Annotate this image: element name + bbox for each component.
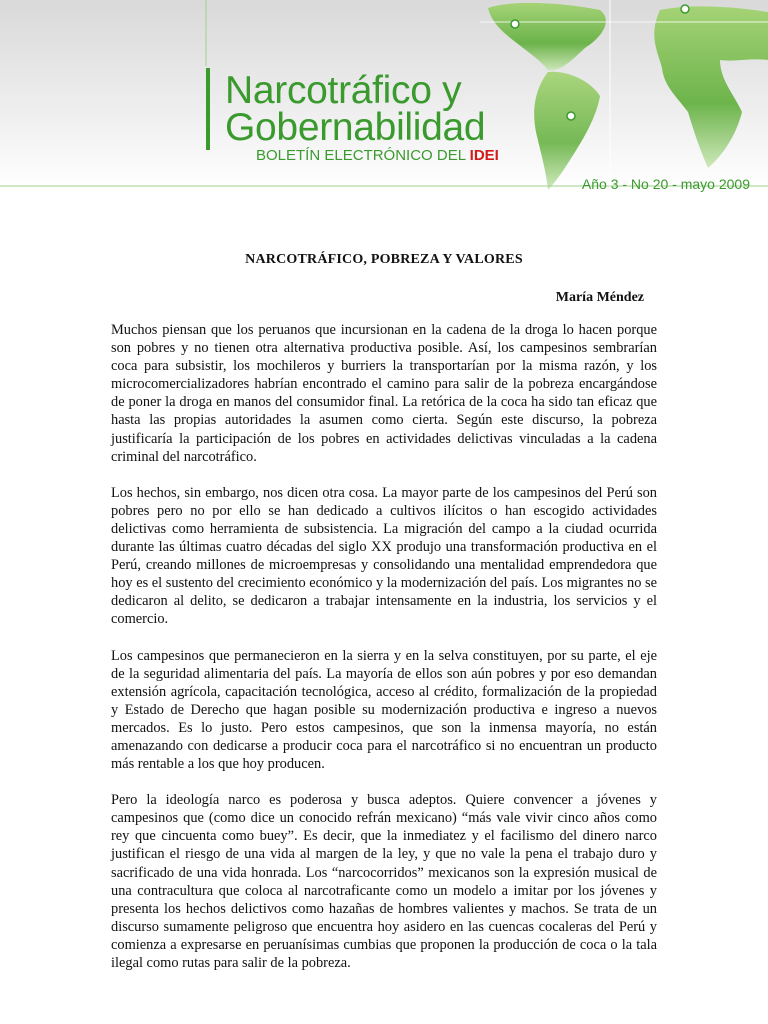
masthead-subtitle: [256, 147, 499, 164]
masthead-title-line-1: Narcotráfico y: [225, 69, 462, 112]
edition-info: Año 3 - No 20 - mayo 2009: [581, 176, 750, 192]
masthead-title-line-2: Gobernabilidad: [225, 106, 486, 149]
subtitle-brand: IDEI: [469, 147, 499, 164]
article-body: [111, 321, 657, 990]
article-author: María Méndez: [555, 290, 644, 305]
paragraph: Los hechos, sin embargo, nos dicen otra cosa. La mayor parte de los campesinos del Perú son pobres pero no por ello se han dedicado a cultivos ilícitos o han escogido actividades delictivas como herramienta de subsistencia. La migración del campo a la ciudad ocurrida durante las últimas cuatro décadas del siglo XX produjo una transformación productiva en el Perú, creando millones de microempresas y consolidando una mentalidad emprendedora que hoy es el sustento del crecimiento económico y la modernización del país. Los migrantes no se dedicaron al delito, se dedicaron a trabajar intensamente en la industria, los servicios y el comercio.: [111, 484, 657, 628]
paragraph: Muchos piensan que los peruanos que incursionan en la cadena de la droga lo hacen porque son pobres y no tienen otra alternativa productiva posible. Así, los campesinos sembrarían coca para subsistir, los mochileros y burriers la transportarían por la misma razón, y los microcomercializadores habrían encontrado el camino para salir de la pobreza encargándose de poner la droga en manos del consumidor final. La retórica de la coca ha sido tan eficaz que hasta las propias autoridades la asumen como cierta. Según este discurso, la pobreza justificaría la participación de los pobres en actividades delictivas vinculadas a la cadena criminal del narcotráfico.: [111, 322, 657, 465]
article-title: NARCOTRÁFICO, POBREZA Y VALORES: [245, 252, 523, 267]
masthead-accent-bar: [206, 68, 210, 150]
paragraph: Pero la ideología narco es poderosa y busca adeptos. Quiere convencer a jóvenes y campesinos que (como dice un conocido refrán mexicano) “más vale vivir cinco años como rey que cincuenta como buey”. Es decir, que la inmediatez y el facilismo del dinero narco justifican el riesgo de una vida al margen de la ley, y que no vale la pena el trabajo duro y sacrificado de una vida honrada. Los “narcocorridos” mexicanos son la expresión musical de una contracultura que coloca al narcotraficante como un modelo a imitar por los jóvenes y presenta los hechos delictivos como hazañas de hombres valientes y machos. Se trata de un discurso sumamente peligroso que encuentra hoy asidero en las cuencas cocaleras del Perú y comienza a expresarse en peruanísimas cumbias que proponen la producción de coca o la tala ilegal como rutas para salir de la pobreza.: [111, 792, 657, 971]
paragraph: Los campesinos que permanecieron en la sierra y en la selva constituyen, por su parte, el eje de la seguridad alimentaria del país. La mayoría de ellos son aún pobres y por eso demandan extensión agrícola, capacitación tecnológica, acceso al crédito, formalización de la propiedad y Estado de Derecho que hagan posible su modernización productiva e ingreso a nuevos mercados. Es lo justo. Pero estos campesinos, que son la inmensa mayoría, no están amenazando con dedicarse a producir coca para el narcotráfico si no encuentran un producto más rentable a los que hoy producen.: [111, 647, 657, 773]
subtitle-text: BOLETÍN ELECTRÓNICO DEL: [256, 147, 470, 164]
masthead: [0, 0, 768, 200]
